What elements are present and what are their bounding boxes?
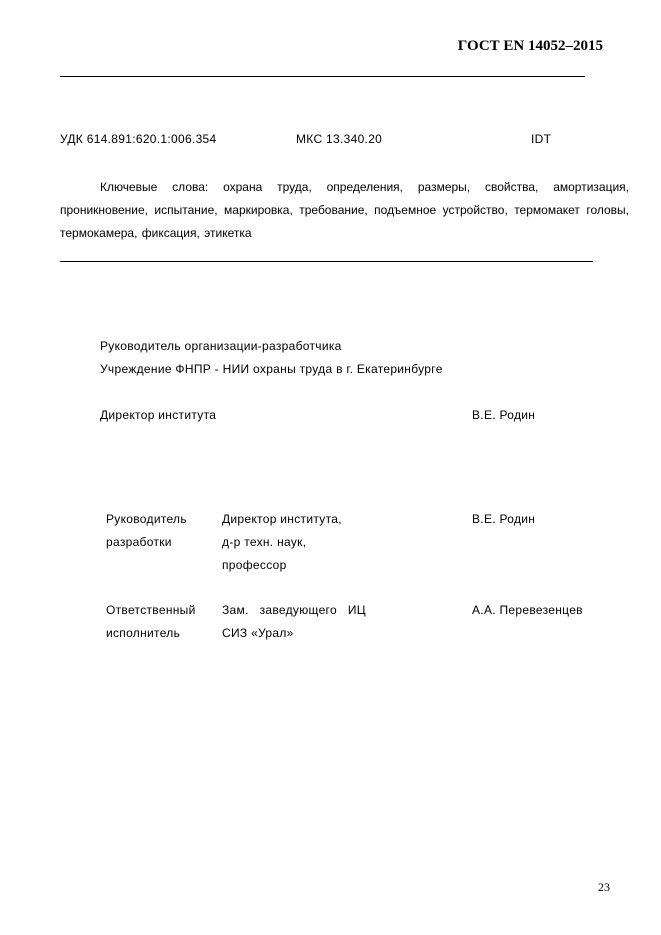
signatory-name: А.А. Перевезенцев [472, 603, 583, 617]
keywords-divider [60, 261, 593, 262]
director-title: Директор института [100, 408, 217, 422]
signatory-role: разработки [106, 535, 172, 549]
signatory-role: Ответственный [106, 603, 196, 617]
director-name: В.Е. Родин [472, 408, 536, 422]
udk-code: УДК 614.891:620.1:006.354 [60, 132, 217, 146]
signatory-position: СИЗ «Урал» [222, 626, 294, 640]
signatory-position: Директор института, [222, 512, 342, 526]
page-number: 23 [598, 880, 610, 894]
signatory-role: исполнитель [106, 626, 181, 640]
signatory-name: В.Е. Родин [472, 512, 536, 526]
keywords-paragraph: Ключевые слова: охрана труда, определения, размеры, свойства, амортизация, проникновение, испытание, маркировка, требование, подъемное устройство, термомакет головы, термокамера, фиксация, этикетка [60, 180, 629, 240]
equivalence-mark: IDT [531, 132, 552, 146]
standard-header: ГОСТ EN 14052–2015 [457, 38, 603, 54]
top-divider [60, 76, 585, 77]
signatory-position: д-р техн. наук, [222, 535, 307, 549]
signatory-position: профессор [222, 558, 287, 572]
mks-code: МКС 13.340.20 [296, 132, 383, 146]
org-head-label: Руководитель организации-разработчика [100, 339, 342, 353]
signatory-role: Руководитель [106, 512, 187, 526]
signatory-position: Зам. заведующего ИЦ [222, 603, 366, 617]
org-institution: Учреждение ФНПР - НИИ охраны труда в г. Екатеринбурге [100, 362, 443, 376]
